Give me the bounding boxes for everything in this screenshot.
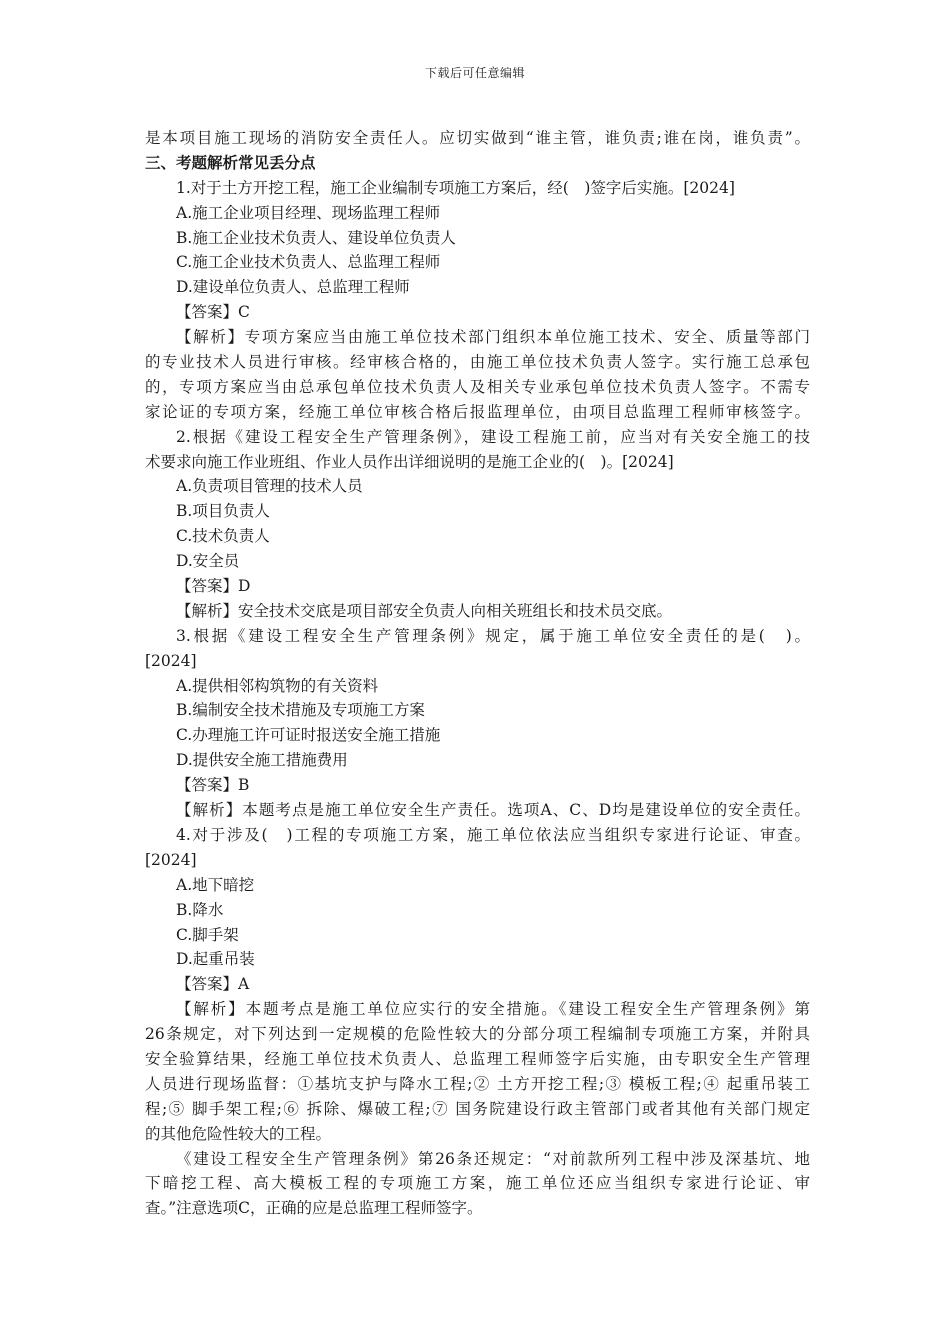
text-line: D.建设单位负责人、总监理工程师 xyxy=(176,278,410,297)
text-line: 3.根据《建设工程安全生产管理条例》规定，属于施工单位安全责任的是( )。 xyxy=(176,626,810,645)
text-line: 下暗挖工程、高大模板工程的专项施工方案，施工单位还应当组织专家进行论证、审 xyxy=(145,1174,810,1193)
text-line: C.施工企业技术负责人、总监理工程师 xyxy=(176,253,441,272)
text-line: 的其他危险性较大的工程。 xyxy=(145,1124,332,1143)
text-line: B.项目负责人 xyxy=(176,502,270,521)
text-line: 4.对于涉及( )工程的专项施工方案，施工单位依法应当组织专家进行论证、审查。 xyxy=(176,825,810,844)
text-line: 《建设工程安全生产管理条例》第26条还规定：“对前款所列工程中涉及深基坑、地 xyxy=(176,1149,810,1168)
text-line: 【答案】D xyxy=(176,577,251,596)
text-line: 26条规定，对下列达到一定规模的危险性较大的分部分项工程编制专项施工方案，并附具 xyxy=(145,1025,810,1044)
text-line: 是本项目施工现场的消防安全责任人。应切实做到“谁主管，谁负责;谁在岗，谁负责”。 xyxy=(145,129,810,147)
text-line: 术要求向施工作业班组、作业人员作出详细说明的是施工企业的( )。[2024] xyxy=(145,452,674,471)
page-header: 下载后可任意编辑 xyxy=(424,66,525,80)
text-line: C.脚手架 xyxy=(176,925,239,944)
text-line: B.降水 xyxy=(176,900,224,919)
text-line: C.技术负责人 xyxy=(176,527,270,546)
text-line: 【解析】本题考点是施工单位安全生产责任。选项A、C、D均是建设单位的安全责任。 xyxy=(176,801,810,820)
text-line: C.办理施工许可证时报送安全施工措施 xyxy=(176,726,441,745)
text-line: [2024] xyxy=(145,850,197,869)
text-line: 【解析】本题考点是施工单位应实行的安全措施。《建设工程安全生产管理条例》第 xyxy=(176,1000,810,1019)
text-line: D.起重吊装 xyxy=(176,950,255,969)
text-line: A.提供相邻构筑物的有关资料 xyxy=(176,676,379,695)
text-line: 安全验算结果，经施工单位技术负责人、总监理工程师签字后实施，由专职安全生产管理 xyxy=(145,1049,810,1068)
text-line: 【解析】专项方案应当由施工单位技术部门组织本单位施工技术、安全、质量等部门 xyxy=(176,328,810,347)
text-line: A.施工企业项目经理、现场监理工程师 xyxy=(176,203,441,222)
text-line: 家论证的专项方案，经施工单位审核合格后报监理单位，由项目总监理工程师审核签字。 xyxy=(145,402,810,421)
text-line: [2024] xyxy=(145,651,197,670)
text-line: 2.根据《建设工程安全生产管理条例》，建设工程施工前，应当对有关安全施工的技 xyxy=(176,427,810,446)
section-heading: 三、考题解析常见丢分点 xyxy=(145,153,316,172)
text-line: 的，专项方案应当由总承包单位技术负责人及相关专业承包单位技术负责人签字。不需专 xyxy=(145,377,810,396)
text-line: 人员进行现场监督：①基坑支护与降水工程;② 土方开挖工程;③ 模板工程;④ 起重吊装工 xyxy=(145,1074,810,1093)
text-line: 查。”注意选项C，正确的应是总监理工程师签字。 xyxy=(145,1199,483,1218)
text-line: 【答案】B xyxy=(176,776,250,795)
text-line: 1.对于土方开挖工程，施工企业编制专项施工方案后，经( )签字后实施。[2024] xyxy=(176,178,735,197)
text-line: B.施工企业技术负责人、建设单位负责人 xyxy=(176,228,456,247)
text-line: D.提供安全施工措施费用 xyxy=(176,751,348,770)
text-line: A.负责项目管理的技术人员 xyxy=(176,477,363,496)
document-body xyxy=(145,126,810,1221)
text-line: 【答案】A xyxy=(176,975,250,994)
text-line: B.编制安全技术措施及专项施工方案 xyxy=(176,701,425,720)
text-line: 的专业技术人员进行审核。经审核合格的，由施工单位技术负责人签字。实行施工总承包 xyxy=(145,353,810,372)
text-line: 【答案】C xyxy=(176,303,250,322)
text-line: D.安全员 xyxy=(176,552,240,571)
text-line: A.地下暗挖 xyxy=(176,875,255,894)
text-line: 程;⑤ 脚手架工程;⑥ 拆除、爆破工程;⑦ 国务院建设行政主管部门或者其他有关部门规定 xyxy=(145,1099,810,1118)
text-line: 【解析】安全技术交底是项目部安全负责人向相关班组长和技术员交底。 xyxy=(176,601,673,620)
